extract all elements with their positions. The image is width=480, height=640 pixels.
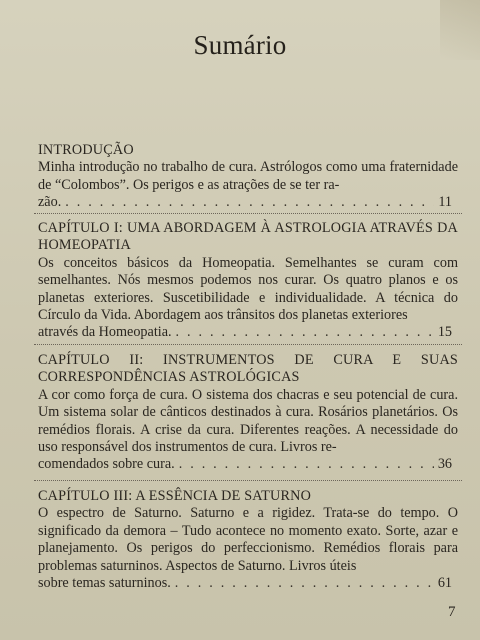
section-divider	[34, 344, 462, 346]
toc-entry-heading: INTRODUÇÃO	[38, 142, 134, 158]
toc-entry-pageline	[38, 194, 458, 211]
toc-entry-page-number: 36	[437, 456, 452, 473]
toc-entry-summary: A cor como força de cura. O sistema dos chacras e seu potencial de cura. Um sistema solar de cânticos destinados à cura. Rosários planetários. Os remédios florais. A crise da cura. Diferentes reações. A necessidade do uso responsável dos instrumentos de cura. Livros re-	[38, 386, 458, 456]
toc-entry-pageline	[38, 575, 458, 592]
toc-entry-summary-end: sobre temas saturninos.	[38, 575, 171, 592]
toc-entry-heading: CAPÍTULO III: A ESSÊNCIA DE SATURNO	[38, 488, 312, 504]
leader-dots	[176, 324, 434, 341]
toc-entry-heading: CAPÍTULO II: INSTRUMENTOS DE CURA E SUAS CORRESPONDÊNCIAS ASTROLÓGICAS	[38, 352, 458, 386]
toc-entry-page-number: 61	[437, 575, 452, 592]
leader-dots	[65, 194, 434, 211]
toc-entry-page-number: 15	[437, 324, 452, 341]
toc-entry-summary-end: comendados sobre cura.	[38, 456, 175, 473]
toc-entry-pageline	[38, 324, 458, 341]
toc-entry-summary: Minha introdução no trabalho de cura. Astrólogos como uma fraternidade de “Colombos”. Os perigos e as atrações de se ter ra-	[38, 159, 458, 193]
toc-entry-capitulo-1	[38, 220, 458, 342]
page-title: Sumário	[193, 30, 287, 60]
toc-entry-capitulo-3	[38, 488, 458, 592]
toc-entry-heading: CAPÍTULO I: UMA ABORDAGEM À ASTROLOGIA ATRAVÉS DA HOMEOPATIA	[38, 220, 458, 254]
leader-dots	[175, 575, 434, 592]
toc-entry-pageline	[38, 456, 458, 473]
section-divider	[34, 480, 462, 482]
toc-entry-summary-end: através da Homeopatia.	[38, 324, 172, 341]
toc-entry-summary: O espectro de Saturno. Saturno e a rigidez. Trata-se do tempo. O significado da demora – Tudo acontece no momento exato. Sorte, azar e planejamento. Os perigos do perfeccionismo. Remédios florais para problemas saturninos. Aspectos de Saturno. Livros úteis	[38, 505, 458, 574]
section-divider	[34, 213, 462, 215]
toc-entry-capitulo-2	[38, 352, 458, 474]
toc-entry-introducao	[38, 142, 458, 212]
toc-entry-summary-end: zão.	[38, 194, 62, 211]
leader-dots	[179, 456, 434, 473]
page-folio-number: 7	[448, 604, 456, 620]
toc-entry-summary: Os conceitos básicos da Homeopatia. Semelhantes se curam com semelhantes. Nós mesmos podemos nos curar. Os quatro planos e os planetas exteriores. Suscetibilidade e individualidade. A técnica do Círculo da Vida. Abordagem aos trânsitos dos planetas exteriores	[38, 254, 458, 324]
toc-entry-page-number: 11	[438, 194, 452, 211]
